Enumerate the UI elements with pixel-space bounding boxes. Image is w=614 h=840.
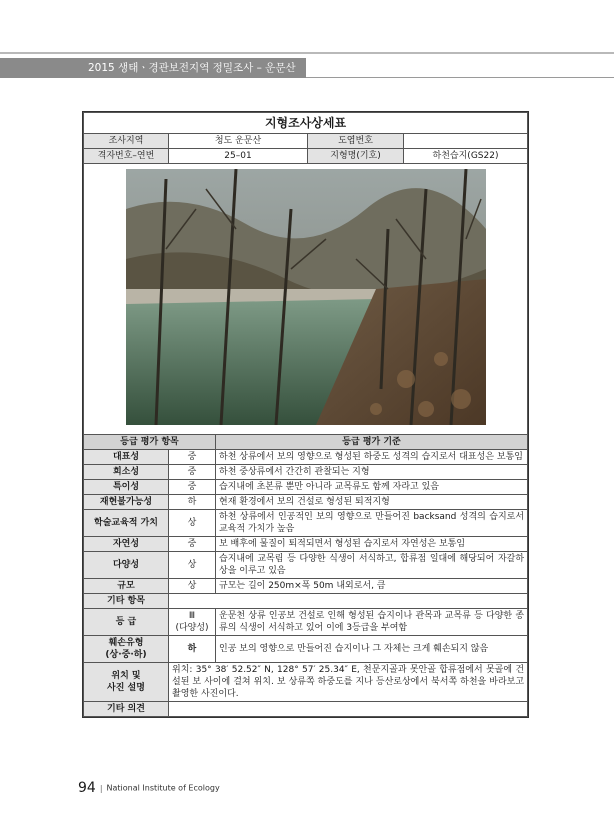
grading-grade: 중 — [169, 537, 216, 552]
grading-criteria-header: 등급 평가 기준 — [216, 435, 528, 450]
grading-item: 특이성 — [84, 480, 169, 495]
map-no-label: 도엽번호 — [308, 134, 404, 149]
grading-grade: 중 — [169, 465, 216, 480]
grading-grade: 중 — [169, 480, 216, 495]
survey-area-value: 청도 운문산 — [169, 134, 308, 149]
damage-type-label-line2: (상·중·하) — [105, 650, 147, 660]
location-label-line2: 사진 설명 — [107, 683, 145, 693]
grading-grade: 상 — [169, 510, 216, 537]
header-rule — [0, 52, 614, 54]
grading-row — [84, 480, 528, 495]
location-text: 위치: 35° 38′ 52.52″ N, 128° 57′ 25.34″ E, 천문지골과 못안골 합류점에서 못골에 건설된 보 사이에 걸쳐 위치. 보 상류쪽 하중도를 지나 등산로상에서 북서쪽 하천을 바라보고 촬영한 사진이다. — [169, 663, 528, 702]
grading-criteria: 습지내에 초본류 뿐만 아니라 교목류도 함께 자라고 있음 — [216, 480, 528, 495]
grading-criteria: 하천 상류에서 보의 영향으로 형성된 하중도 성격의 습지로서 대표성은 보통임 — [216, 450, 528, 465]
damage-type-label — [84, 636, 169, 663]
grading-criteria: 현재 환경에서 보의 건설로 형성된 퇴적지형 — [216, 495, 528, 510]
grading-criteria: 규모는 길이 250m×폭 50m 내외로서, 큼 — [216, 579, 528, 594]
grading-row — [84, 510, 528, 537]
survey-area-label: 조사지역 — [84, 134, 169, 149]
footer-separator: | — [99, 783, 103, 793]
overall-grade — [169, 609, 216, 636]
overall-grade-label: 등 급 — [84, 609, 169, 636]
grading-row — [84, 552, 528, 579]
grading-grade: 상 — [169, 579, 216, 594]
grading-item: 학술교육적 가치 — [84, 510, 169, 537]
landform-value: 하천습지(GS22) — [404, 149, 528, 164]
landform-survey-sheet — [82, 111, 529, 718]
photo-cell — [84, 164, 528, 435]
page-number: 94 — [78, 780, 96, 796]
grading-item: 재현불가능성 — [84, 495, 169, 510]
other-opinion-label: 기타 의견 — [84, 702, 169, 717]
grading-item: 대표성 — [84, 450, 169, 465]
damage-text: 인공 보의 영향으로 만들어진 습지이나 그 자체는 크게 훼손되지 않음 — [216, 636, 528, 663]
sheet-title: 지형조사상세표 — [84, 113, 528, 134]
page-footer — [78, 780, 220, 796]
grading-row — [84, 450, 528, 465]
overall-grade-text: 운문천 상류 인공보 건설로 인해 형성된 습지이나 관목과 교목류 등 다양한 종류의 식생이 서식하고 있어 이에 3등급을 부여함 — [216, 609, 528, 636]
grading-grade: 하 — [169, 495, 216, 510]
site-photo — [126, 169, 486, 425]
grading-row — [84, 495, 528, 510]
running-title: 2015 생태ㆍ경관보전지역 정밀조사 – 운문산 — [0, 58, 306, 78]
institute-name: National Institute of Ecology — [106, 783, 220, 793]
grading-row — [84, 537, 528, 552]
overall-grade-value: Ⅲ — [188, 611, 196, 621]
grading-row — [84, 579, 528, 594]
map-no-value — [404, 134, 528, 149]
landform-label: 지형명(기호) — [308, 149, 404, 164]
grid-label: 격자번호–연번 — [84, 149, 169, 164]
location-label — [84, 663, 169, 702]
grid-value: 25–01 — [169, 149, 308, 164]
grading-criteria: 하천 중상류에서 간간히 관찰되는 지형 — [216, 465, 528, 480]
location-label-line1: 위치 및 — [111, 671, 141, 681]
grading-item: 자연성 — [84, 537, 169, 552]
other-items-value — [169, 594, 528, 609]
grading-item-header: 등급 평가 항목 — [84, 435, 216, 450]
damage-grade: 하 — [169, 636, 216, 663]
header-line — [306, 77, 614, 78]
other-opinion-value — [169, 702, 528, 717]
grading-item: 다양성 — [84, 552, 169, 579]
grading-row — [84, 465, 528, 480]
damage-type-label-line1: 훼손유형 — [108, 638, 144, 648]
grading-item: 규모 — [84, 579, 169, 594]
overall-grade-note: (다양성) — [175, 623, 209, 633]
survey-table — [83, 112, 528, 717]
grading-grade: 상 — [169, 552, 216, 579]
grading-grade: 중 — [169, 450, 216, 465]
grading-criteria: 보 배후에 물질이 퇴적되면서 형성된 습지로서 자연성은 보통임 — [216, 537, 528, 552]
grading-criteria: 습지내에 교목림 등 다양한 식생이 서식하고, 합류점 일대에 해당되어 자갈하상을 이루고 있음 — [216, 552, 528, 579]
grading-item: 희소성 — [84, 465, 169, 480]
grading-criteria: 하천 상류에서 인공적인 보의 영향으로 만들어진 backsand 성격의 습지로서 교육적 가치가 높음 — [216, 510, 528, 537]
other-items-label: 기타 항목 — [84, 594, 169, 609]
